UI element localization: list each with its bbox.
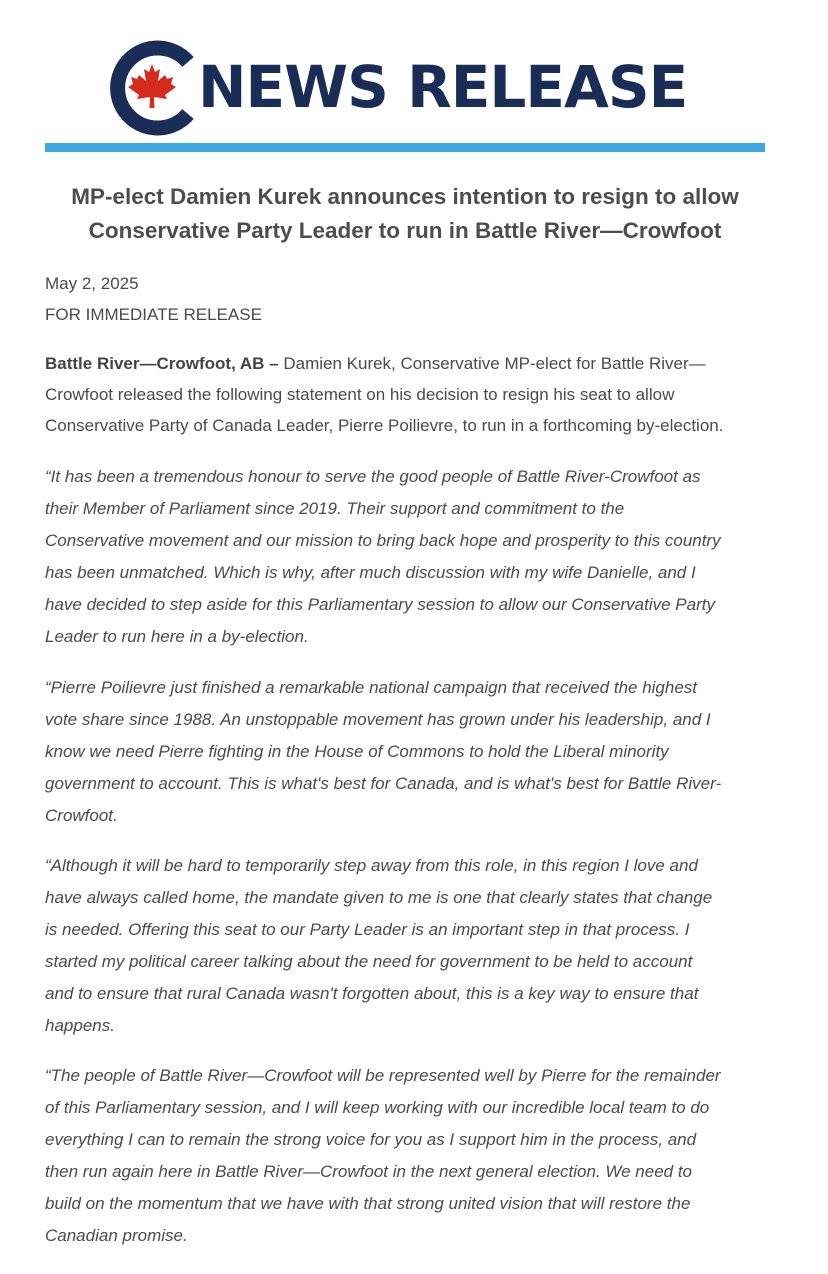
quote-line: have decided to step aside for this Parliamentary session to allow our Conservative Party [45,595,715,614]
quote-line: Crowfoot. [45,806,118,825]
headline-line: Conservative Party Leader to run in Battle River—Crowfoot [88,218,722,243]
quote-line: of this Parliamentary session, and I will keep working with our incredible local team to do [45,1098,710,1117]
news-release-title: NEWS RELEASE [198,53,688,121]
quote-line: and to ensure that rural Canada wasn't forgotten about, this is a key way to ensure that [45,984,699,1003]
lead-line: Conservative Party of Canada Leader, Pierre Poilievre, to run in a forthcoming by-election. [45,416,724,435]
quote-paragraph-4 [45,1060,770,1252]
release-date: May 2, 2025 [45,274,139,293]
quote-line: “It has been a tremendous honour to serve the good people of Battle River-Crowfoot as [45,467,701,486]
quote-line: “The people of Battle River—Crowfoot will be represented well by Pierre for the remainder [45,1066,721,1085]
quote-line: have always called home, the mandate given to me is one that clearly states that change [45,888,713,907]
news-release-header [0,0,828,150]
quote-line: started my political career talking about the need for government to be held to account [45,952,693,971]
quote-line: government to account. This is what's best for Canada, and is what's best for Battle River- [45,774,722,793]
dateline: Battle River—Crowfoot, AB – [45,354,279,373]
quote-paragraph-2 [45,672,770,832]
quote-line: “Pierre Poilievre just finished a remarkable national campaign that received the highest [45,678,698,697]
quote-line: happens. [45,1016,115,1035]
quote-line: build on the momentum that we have with that strong united vision that will restore the [45,1194,691,1213]
quote-line: is needed. Offering this seat to our Party Leader is an important step in that process. I [45,920,690,939]
release-meta [45,268,262,330]
quote-paragraph-3 [45,850,770,1042]
lead-paragraph [45,348,770,441]
quote-line: has been unmatched. Which is why, after much discussion with my wife Danielle, and I [45,563,696,582]
quote-line: then run again here in Battle River—Crowfoot in the next general election. We need to [45,1162,693,1181]
quote-paragraph-1 [45,461,770,653]
lead-text: Damien Kurek, Conservative MP-elect for Battle River— [278,354,706,373]
quote-line: “Although it will be hard to temporarily step away from this role, in this region I love and [45,856,698,875]
quote-line: everything I can to remain the strong voice for you as I support him in the process, and [45,1130,697,1149]
lead-line [45,348,770,379]
conservative-logo-icon [108,40,196,136]
headline [45,180,765,248]
header-divider-bar [45,143,765,152]
headline-line: MP-elect Damien Kurek announces intention to resign to allow [71,184,739,209]
quote-line: Conservative movement and our mission to bring back hope and prosperity to this country [45,531,721,550]
release-status: FOR IMMEDIATE RELEASE [45,305,262,324]
quote-line: Leader to run here in a by-election. [45,627,309,646]
quote-line: Canadian promise. [45,1226,188,1245]
quote-line: know we need Pierre fighting in the House of Commons to hold the Liberal minority [45,742,669,761]
quote-line: their Member of Parliament since 2019. Their support and commitment to the [45,499,625,518]
quote-line: vote share since 1988. An unstoppable movement has grown under his leadership, and I [45,710,711,729]
lead-line: Crowfoot released the following statement on his decision to resign his seat to allow [45,385,675,404]
